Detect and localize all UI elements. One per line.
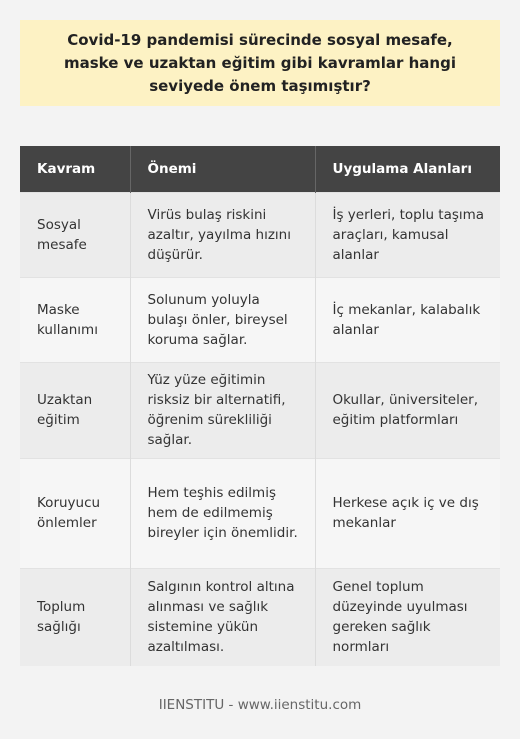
footer-credit: IIENSTITU - www.iienstitu.com xyxy=(158,697,362,713)
cell-uygulama: Genel toplum düzeyinde uyulması gereken sağlık normları xyxy=(315,568,500,666)
cell-uygulama: Okullar, üniversiteler, eğitim platformları xyxy=(315,362,500,458)
cell-kavram: Koruyucu önlemler xyxy=(20,458,130,568)
table-row xyxy=(20,458,500,568)
cell-uygulama: İç mekanlar, kalabalık alanlar xyxy=(315,277,500,362)
cell-kavram: Uzaktan eğitim xyxy=(20,362,130,458)
cell-onemi: Solunum yoluyla bulaşı önler, bireysel koruma sağlar. xyxy=(130,277,315,362)
table-row xyxy=(20,277,500,362)
header-kavram: Kavram xyxy=(20,146,130,192)
cell-kavram: Sosyal mesafe xyxy=(20,192,130,277)
header-onemi: Önemi xyxy=(130,146,315,192)
header-uygulama-alanlari: Uygulama Alanları xyxy=(315,146,500,192)
cell-uygulama: Herkese açık iç ve dış mekanlar xyxy=(315,458,500,568)
cell-uygulama: İş yerleri, toplu taşıma araçları, kamusal alanlar xyxy=(315,192,500,277)
table-row xyxy=(20,192,500,277)
cell-onemi: Yüz yüze eğitimin risksiz bir alternatifi, öğrenim sürekliliği sağlar. xyxy=(130,362,315,458)
cell-onemi: Hem teşhis edilmiş hem de edilmemiş bireyler için önemlidir. xyxy=(130,458,315,568)
cell-kavram: Toplum sağlığı xyxy=(20,568,130,666)
table-row xyxy=(20,568,500,666)
table-header-row xyxy=(20,146,500,192)
cell-onemi: Virüs bulaş riskini azaltır, yayılma hızını düşürür. xyxy=(130,192,315,277)
concepts-table xyxy=(20,146,500,666)
cell-kavram: Maske kullanımı xyxy=(20,277,130,362)
title-banner xyxy=(20,20,500,106)
page-title: Covid-19 pandemisi sürecinde sosyal mesafe, maske ve uzaktan eğitim gibi kavramlar hangi seviyede önem taşımıştır? xyxy=(64,30,456,95)
table-row xyxy=(20,362,500,458)
cell-onemi: Salgının kontrol altına alınması ve sağlık sistemine yükün azaltılması. xyxy=(130,568,315,666)
